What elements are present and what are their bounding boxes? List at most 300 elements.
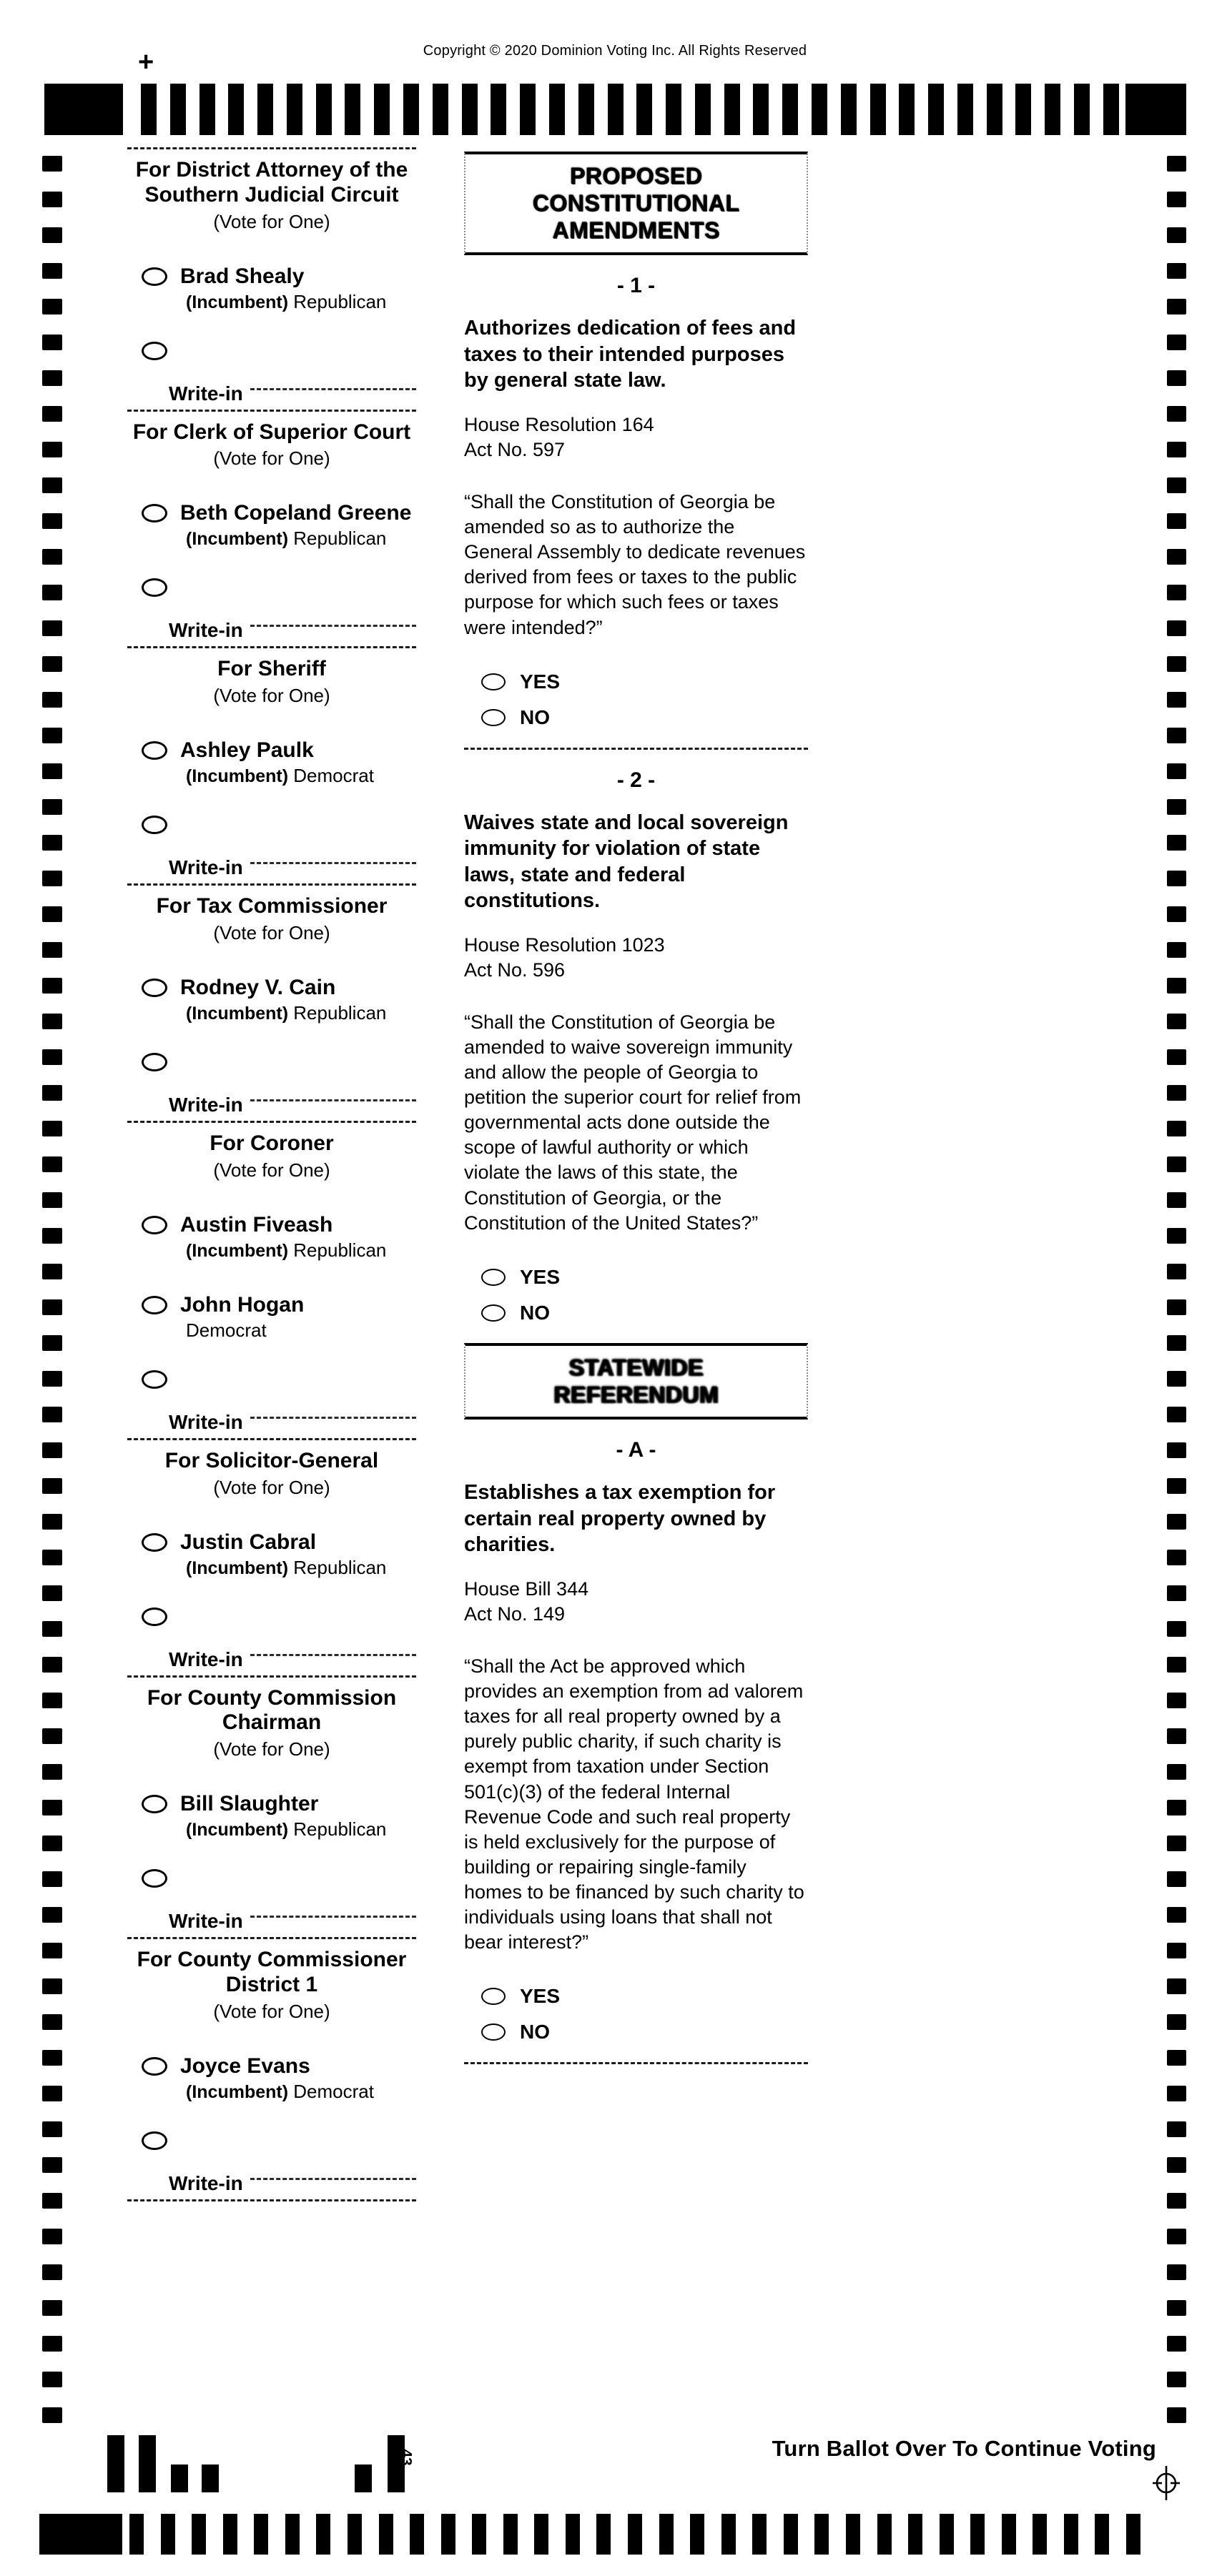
write-in-line[interactable]	[250, 388, 416, 390]
candidate-option	[142, 501, 416, 550]
contest-title: For Coroner	[210, 1131, 334, 1155]
yes-oval[interactable]	[481, 1988, 506, 2005]
timing-mark	[1167, 1907, 1186, 1923]
timing-mark	[42, 1836, 62, 1851]
contest-solicitor-general	[127, 1438, 416, 1671]
timing-mark	[42, 906, 62, 922]
timing-mark	[42, 2336, 62, 2352]
contest-county-commissioner-district-1	[127, 1937, 416, 2201]
no-option	[481, 1302, 808, 1324]
timing-mark	[472, 2514, 486, 2555]
timing-mark	[1167, 477, 1186, 493]
timing-mark	[433, 84, 448, 135]
timing-mark	[970, 2514, 985, 2555]
timing-mark	[752, 2514, 767, 2555]
timing-mark	[462, 84, 478, 135]
yes-oval[interactable]	[481, 1269, 506, 1286]
candidate-option	[142, 976, 416, 1024]
timing-mark	[42, 1657, 62, 1673]
yes-option	[481, 1266, 808, 1289]
timing-mark	[42, 1371, 62, 1387]
timing-mark	[1167, 1228, 1186, 1244]
timing-mark	[1167, 1299, 1186, 1315]
write-in-label: Write-in	[169, 1410, 243, 1433]
write-in-option	[169, 2172, 416, 2195]
party-label: Republican	[293, 1239, 387, 1261]
write-in-line[interactable]	[250, 1417, 416, 1419]
timing-mark	[1167, 370, 1186, 386]
timing-mark	[42, 2050, 62, 2066]
timing-mark	[1167, 2193, 1186, 2209]
timing-mark	[42, 1585, 62, 1601]
measure-number: - 1 -	[616, 274, 656, 298]
no-option	[481, 2021, 808, 2044]
contest-sheriff	[127, 646, 416, 879]
timing-mark-block-top-left	[44, 84, 123, 135]
header-line: PROPOSED	[569, 163, 703, 189]
timing-mark	[42, 227, 62, 243]
measure-references	[464, 1577, 808, 1627]
timing-mark	[695, 84, 711, 135]
stub-bar	[202, 2464, 219, 2492]
measure-question: “Shall the Constitution of Georgia be amended so as to authorize the General Assembly to dedicate revenues derived from fees or taxes to the public purpose for which such fees or taxes were intended?”	[464, 491, 806, 638]
measure-question: “Shall the Constitution of Georgia be amended to waive sovereign immunity and allow the people of Georgia to petition the superior court for relief from governmental acts done outside the scope of lawful authority or which violate the laws of this state, the Constitution of Georgia, or the Constitution of the United States?”	[464, 1011, 802, 1234]
incumbent-label: (Incumbent)	[186, 766, 289, 787]
write-in-oval[interactable]	[142, 1607, 167, 1626]
timing-mark	[1167, 2086, 1186, 2101]
left-timing-marks	[42, 156, 62, 2423]
yes-label: YES	[520, 1265, 561, 1288]
yes-label: YES	[520, 670, 561, 693]
house-resolution: House Resolution 164	[464, 413, 654, 435]
timing-mark	[42, 1514, 62, 1530]
timing-mark	[721, 2514, 736, 2555]
timing-mark	[228, 84, 244, 135]
copyright-text: Copyright © 2020 Dominion Voting Inc. All Rights Reserved	[423, 43, 807, 59]
timing-mark	[42, 2193, 62, 2209]
incumbent-label: (Incumbent)	[186, 529, 289, 550]
write-in-oval[interactable]	[142, 1869, 167, 1888]
timing-mark	[141, 84, 157, 135]
timing-mark	[42, 656, 62, 672]
timing-mark	[42, 335, 62, 350]
candidate-party-line	[186, 1818, 416, 1841]
timing-mark	[1167, 2336, 1186, 2352]
timing-mark	[1167, 1728, 1186, 1744]
timing-mark	[42, 2121, 62, 2137]
timing-mark	[877, 2514, 892, 2555]
candidate-option	[142, 1792, 416, 1841]
timing-mark	[42, 978, 62, 994]
timing-mark	[42, 620, 62, 636]
candidate-name: Brad Shealy	[180, 264, 305, 288]
timing-mark	[1167, 227, 1186, 243]
contest-title: For County Commissioner District 1	[137, 1948, 407, 1996]
write-in-line[interactable]	[250, 1916, 416, 1918]
top-timing-bars	[141, 84, 1119, 135]
ballot-oval[interactable]	[142, 1216, 167, 1234]
candidate-option	[142, 1530, 416, 1579]
candidate-option	[142, 2054, 416, 2103]
timing-mark	[1167, 978, 1186, 994]
timing-mark	[42, 1085, 62, 1101]
timing-mark	[42, 1335, 62, 1351]
timing-mark	[42, 1693, 62, 1708]
timing-mark	[1167, 549, 1186, 565]
timing-mark	[1167, 1800, 1186, 1815]
timing-mark	[1167, 728, 1186, 743]
timing-mark	[1167, 1621, 1186, 1637]
timing-mark	[1167, 1049, 1186, 1065]
incumbent-label: (Incumbent)	[186, 1003, 289, 1024]
turn-ballot-over-text: Turn Ballot Over To Continue Voting	[772, 2436, 1156, 2461]
timing-mark	[1045, 84, 1060, 135]
timing-mark	[503, 2514, 518, 2555]
timing-mark	[42, 942, 62, 958]
write-in-oval[interactable]	[142, 578, 167, 597]
timing-mark	[42, 1800, 62, 1815]
timing-mark	[257, 84, 273, 135]
stub-bar	[355, 2464, 372, 2492]
measure-separator	[464, 748, 808, 750]
registration-plus-mark: +	[138, 47, 154, 77]
timing-mark	[1002, 2514, 1016, 2555]
timing-mark	[520, 84, 536, 135]
write-in-option	[169, 856, 416, 879]
stub-bar	[107, 2435, 124, 2492]
contest-title: For Solicitor-General	[164, 1448, 379, 1472]
incumbent-label: (Incumbent)	[186, 292, 289, 312]
timing-mark	[170, 84, 186, 135]
timing-mark	[1167, 513, 1186, 529]
timing-mark	[1167, 763, 1186, 779]
timing-mark	[628, 2514, 642, 2555]
timing-mark-block-top-right	[1125, 84, 1186, 135]
contest-title: For County Commission Chairman	[147, 1685, 397, 1735]
vote-for-instruction: (Vote for One)	[213, 921, 330, 943]
write-in-line[interactable]	[250, 1654, 416, 1656]
timing-mark	[42, 1192, 62, 1208]
candidate-party-line	[186, 765, 416, 787]
incumbent-label: (Incumbent)	[186, 1240, 289, 1261]
timing-mark	[316, 2514, 330, 2555]
write-in-oval[interactable]	[142, 816, 167, 834]
write-in-oval[interactable]	[142, 342, 167, 360]
timing-mark	[42, 1728, 62, 1744]
bottom-timing-bars	[129, 2514, 1140, 2555]
party-label: Republican	[293, 1556, 387, 1578]
contest-clerk-superior-court	[127, 410, 416, 643]
timing-mark	[491, 84, 506, 135]
vote-for-instruction: (Vote for One)	[213, 1159, 330, 1181]
timing-mark	[42, 1299, 62, 1315]
timing-mark	[1167, 1943, 1186, 1958]
candidate-option	[142, 264, 416, 313]
contest-separator	[127, 1675, 416, 1678]
timing-mark	[374, 84, 390, 135]
party-label: Republican	[293, 1818, 387, 1841]
timing-mark	[42, 585, 62, 600]
timing-mark	[42, 1871, 62, 1887]
write-in-line[interactable]	[250, 1099, 416, 1101]
timing-mark	[753, 84, 769, 135]
timing-mark	[42, 1478, 62, 1494]
candidate-name: John Hogan	[180, 1292, 305, 1317]
no-option	[481, 706, 808, 729]
write-in-option	[169, 1648, 416, 1671]
right-timing-marks	[1167, 156, 1186, 2423]
timing-mark	[596, 2514, 611, 2555]
write-in-label: Write-in	[169, 1910, 243, 1933]
timing-mark	[908, 2514, 922, 2555]
write-in-option	[169, 1411, 416, 1434]
measure-references	[464, 412, 808, 462]
candidate-option	[142, 1213, 416, 1262]
timing-mark	[1167, 156, 1186, 172]
contest-title: For Sheriff	[217, 657, 326, 681]
amendment-1	[464, 274, 808, 749]
timing-mark	[42, 263, 62, 279]
measure-question: “Shall the Act be approved which provides an exemption from ad valorem taxes for all real property owned by a purely public charity, if such charity is exempt from taxation under Section 501(c)(3) of the federal Internal Revenue Code and such real property is held exclusively for the purpose of building or repairing single-family homes to be financed by such charity to individuals using loans that shall not bear interest?”	[464, 1655, 804, 1953]
timing-mark	[1167, 1585, 1186, 1601]
party-label: Democrat	[293, 2080, 374, 2102]
timing-mark	[1167, 1550, 1186, 1565]
contest-separator	[127, 1937, 416, 1939]
timing-mark	[1167, 656, 1186, 672]
ballot-oval[interactable]	[142, 1296, 167, 1314]
write-in-oval[interactable]	[142, 2131, 167, 2150]
vote-for-instruction: (Vote for One)	[213, 447, 330, 470]
timing-mark	[316, 84, 332, 135]
timing-mark	[42, 692, 62, 708]
ballot-oval[interactable]	[142, 267, 167, 286]
timing-mark	[42, 799, 62, 815]
incumbent-label: (Incumbent)	[186, 2081, 289, 2102]
ballot-oval[interactable]	[142, 504, 167, 522]
candidate-party-line	[186, 291, 416, 313]
yes-label: YES	[520, 1985, 561, 2008]
header-line: REFERENDUM	[553, 1381, 719, 1407]
timing-mark	[1167, 799, 1186, 815]
timing-mark	[1167, 2014, 1186, 2030]
contest-tax-commissioner	[127, 883, 416, 1116]
vote-for-instruction: (Vote for One)	[213, 1738, 330, 1760]
write-in-oval[interactable]	[142, 1370, 167, 1389]
timing-mark	[42, 2157, 62, 2173]
timing-mark	[1167, 585, 1186, 600]
header-line: STATEWIDE	[568, 1354, 704, 1380]
timing-mark	[199, 84, 215, 135]
timing-mark	[1167, 263, 1186, 279]
timing-mark	[42, 763, 62, 779]
timing-mark	[42, 2014, 62, 2030]
constitutional-amendments-header	[464, 152, 808, 255]
timing-mark	[1167, 906, 1186, 922]
timing-mark	[957, 84, 973, 135]
ballot-oval[interactable]	[142, 979, 167, 997]
timing-mark	[192, 2514, 206, 2555]
timing-mark	[42, 2407, 62, 2423]
timing-mark	[1167, 1871, 1186, 1887]
referendum-a	[464, 1438, 808, 2064]
candidate-party-line	[186, 1319, 416, 1342]
timing-mark	[1167, 1978, 1186, 1994]
contest-separator	[127, 883, 416, 886]
timing-mark	[42, 1228, 62, 1244]
timing-mark	[379, 2514, 393, 2555]
timing-mark	[1167, 1478, 1186, 1494]
timing-mark	[1167, 442, 1186, 457]
candidate-party-line	[186, 527, 416, 550]
no-label: NO	[520, 2021, 550, 2044]
ballot-oval[interactable]	[142, 2057, 167, 2076]
write-in-line[interactable]	[250, 625, 416, 627]
write-in-label: Write-in	[169, 2171, 243, 2194]
timing-mark	[1167, 1407, 1186, 1422]
timing-mark	[1167, 335, 1186, 350]
write-in-line[interactable]	[250, 862, 416, 864]
no-label: NO	[520, 1301, 550, 1324]
measure-summary: Establishes a tax exemption for certain real property owned by charities.	[464, 1481, 776, 1557]
timing-mark	[1167, 299, 1186, 314]
act-number: Act No. 597	[464, 438, 566, 460]
timing-mark	[1167, 1764, 1186, 1780]
write-in-option	[169, 382, 416, 405]
timing-mark	[42, 299, 62, 314]
timing-mark	[1167, 620, 1186, 636]
contest-separator	[127, 1121, 416, 1123]
no-oval[interactable]	[481, 709, 506, 726]
timing-mark	[42, 1049, 62, 1065]
incumbent-label: (Incumbent)	[186, 1557, 289, 1578]
contest-title: For Tax Commissioner	[156, 894, 388, 918]
timing-mark	[441, 2514, 455, 2555]
timing-mark	[42, 370, 62, 386]
timing-mark	[1126, 2514, 1140, 2555]
contest-district-attorney	[127, 147, 416, 405]
timing-mark	[42, 477, 62, 493]
party-label: Republican	[293, 527, 387, 550]
timing-mark	[42, 1764, 62, 1780]
timing-mark	[1095, 2514, 1109, 2555]
timing-mark	[348, 2514, 362, 2555]
timing-mark	[285, 2514, 300, 2555]
header-line: AMENDMENTS	[552, 217, 720, 243]
timing-mark	[254, 2514, 268, 2555]
house-resolution: House Resolution 1023	[464, 933, 665, 956]
timing-mark	[1167, 1371, 1186, 1387]
yes-oval[interactable]	[481, 673, 506, 690]
timing-mark	[287, 84, 302, 135]
timing-mark	[1167, 871, 1186, 886]
timing-mark	[42, 835, 62, 851]
timing-mark	[1167, 406, 1186, 422]
write-in-option	[169, 619, 416, 642]
contest-separator	[127, 1438, 416, 1440]
timing-mark	[1074, 84, 1090, 135]
header-line: CONSTITUTIONAL	[532, 189, 740, 216]
write-in-line[interactable]	[250, 2178, 416, 2180]
timing-mark	[223, 2514, 237, 2555]
timing-mark	[1167, 2121, 1186, 2137]
statewide-referendum-header	[464, 1343, 808, 1420]
timing-mark	[812, 84, 827, 135]
ballot-oval[interactable]	[142, 1533, 167, 1552]
timing-mark	[1167, 2407, 1186, 2423]
yes-option	[481, 670, 808, 693]
vote-for-instruction: (Vote for One)	[213, 2000, 330, 2022]
timing-mark	[784, 2514, 798, 2555]
contest-separator	[127, 646, 416, 648]
contest-separator	[127, 410, 416, 412]
measure-number: - 2 -	[616, 768, 656, 792]
timing-mark	[636, 84, 652, 135]
timing-mark	[410, 2514, 424, 2555]
measure-summary: Waives state and local sovereign immunity for violation of state laws, state and federal constitutions.	[464, 811, 789, 913]
timing-mark	[42, 1264, 62, 1279]
timing-mark	[345, 84, 360, 135]
timing-mark	[841, 84, 857, 135]
timing-mark	[987, 84, 1002, 135]
candidate-party-line	[186, 1557, 416, 1579]
measure-summary: Authorizes dedication of fees and taxes to their intended purposes by general state law.	[464, 317, 797, 392]
timing-mark	[1064, 2514, 1078, 2555]
timing-mark	[928, 84, 944, 135]
write-in-label: Write-in	[169, 1648, 243, 1670]
timing-mark	[161, 2514, 175, 2555]
timing-mark	[42, 1621, 62, 1637]
party-label: Democrat	[293, 765, 374, 787]
ballot-oval[interactable]	[142, 1795, 167, 1813]
timing-mark	[42, 192, 62, 207]
write-in-option	[169, 1094, 416, 1116]
timing-mark	[1167, 192, 1186, 207]
timing-mark	[1167, 1442, 1186, 1458]
contest-county-commission-chairman	[127, 1675, 416, 1933]
no-oval[interactable]	[481, 2023, 506, 2041]
ballot-oval[interactable]	[142, 741, 167, 760]
incumbent-label: (Incumbent)	[186, 1820, 289, 1841]
timing-mark	[1167, 1264, 1186, 1279]
contest-separator	[127, 147, 416, 149]
contest-title: For Clerk of Superior Court	[132, 420, 411, 444]
timing-mark	[42, 1407, 62, 1422]
measure-separator	[464, 2062, 808, 2064]
timing-mark	[42, 728, 62, 743]
timing-mark	[1167, 1335, 1186, 1351]
timing-mark	[659, 2514, 674, 2555]
timing-mark	[899, 84, 915, 135]
write-in-oval[interactable]	[142, 1053, 167, 1071]
timing-mark	[1167, 835, 1186, 851]
timing-mark	[1167, 1014, 1186, 1029]
candidate-name: Beth Copeland Greene	[180, 501, 412, 525]
contest-separator	[127, 2199, 416, 2201]
write-in-label: Write-in	[169, 382, 243, 405]
timing-mark	[1167, 1192, 1186, 1208]
contest-title: For District Attorney of the Southern Judicial Circuit	[135, 158, 408, 207]
measure-references	[464, 933, 808, 983]
no-oval[interactable]	[481, 1304, 506, 1322]
write-in-label: Write-in	[169, 856, 243, 879]
timing-mark	[42, 1978, 62, 1994]
timing-mark	[42, 1442, 62, 1458]
timing-mark	[42, 2264, 62, 2280]
timing-mark	[690, 2514, 704, 2555]
timing-mark	[666, 84, 681, 135]
timing-mark	[608, 84, 624, 135]
timing-mark	[42, 1943, 62, 1958]
